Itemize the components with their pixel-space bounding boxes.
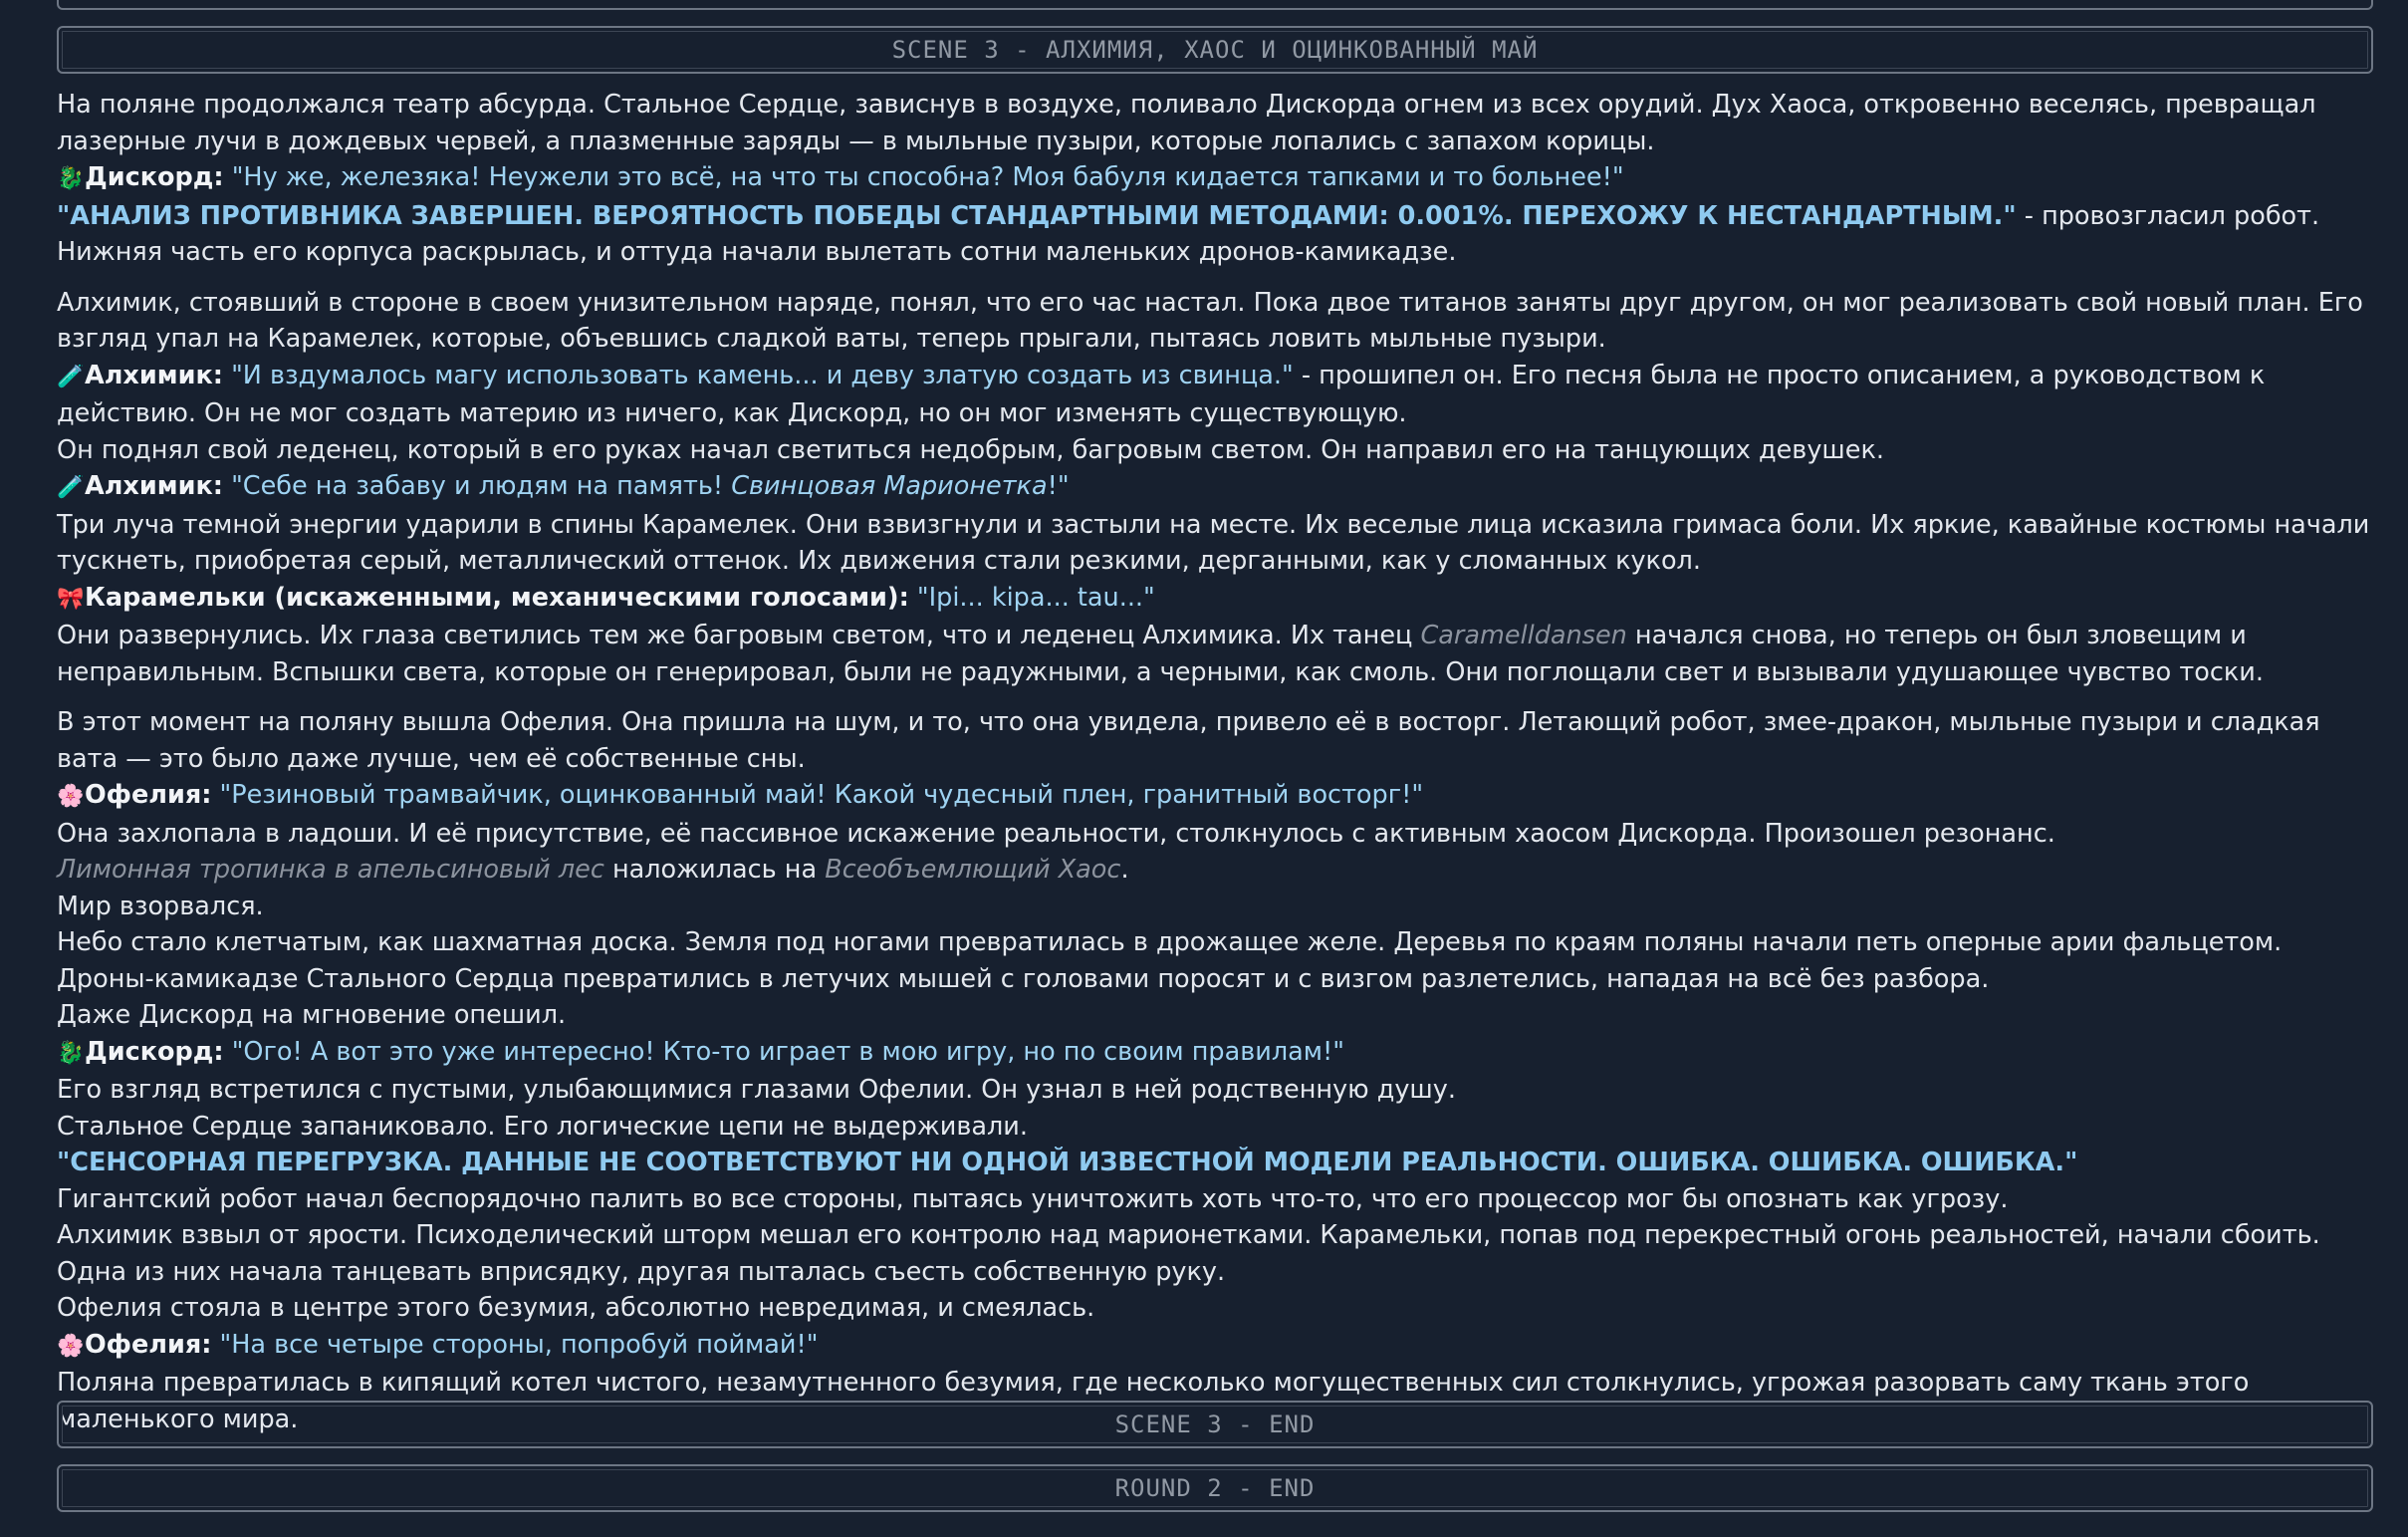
dialogue-line — [57, 1034, 2377, 1073]
speaker-name: Алхимик: — [85, 360, 223, 390]
narration: Он поднял свой леденец, который в его руках начал светиться недобрым, багровым светом. Он направил его на танцующих девушек. — [57, 434, 1884, 465]
narration: Алхимик взвыл от ярости. Психоделический шторм мешал его контролю над марионетками. Карамельки, попав под перекрестный огонь реальностей, начали сбоить. Одна из них начала танцевать вприсядку, другая пыталась съесть собственную руку. — [57, 1220, 2320, 1287]
dragon-icon: 🐉 — [57, 1040, 85, 1066]
narration: Три луча темной энергии ударили в спины Карамелек. Они взвизгнули и застыли на месте. Их веселые лица исказила гримаса боли. Их яркие, кавайные костюмы начали тускнеть, приобретая серый, металлический оттенок. Их движения стали резкими, дерганными, как у сломанных кукол. — [57, 509, 2370, 576]
robot-quote: "СЕНСОРНАЯ ПЕРЕГРУЗКА. ДАННЫЕ НЕ СООТВЕТСТВУЮТ НИ ОДНОЙ ИЗВЕСТНОЙ МОДЕЛИ РЕАЛЬНОСТИ. ОШИБКА. ОШИБКА. ОШИБКА." — [57, 1148, 2078, 1177]
narration: - провозгласил робот. Нижняя часть его корпуса раскрылась, и оттуда начали вылетать сотни маленьких дронов-камикадзе. — [57, 200, 2320, 267]
dialogue-quote: "Резиновый трамвайчик, оцинкованный май! Какой чудесный плен, гранитный восторг!" — [219, 780, 1424, 810]
potion-icon: 🧪 — [57, 475, 85, 500]
quote-part: "Себе на забаву и людям на память! — [231, 471, 732, 501]
narration: Стальное Сердце запаниковало. Его логические цепи не выдерживали. — [57, 1111, 1028, 1142]
dragon-icon: 🐉 — [57, 166, 85, 191]
dialogue-quote: "Ого! А вот это уже интересно! Кто-то играет в мою игру, но по своим правилам!" — [231, 1036, 1344, 1067]
robot-line — [57, 1145, 2377, 1181]
dialogue-quote: "Ipi... kipa... tau..." — [916, 582, 1155, 613]
dialogue-line — [57, 777, 2377, 816]
spell-name: Свинцовая Марионетка — [731, 471, 1048, 501]
text-part: Они развернулись. Их глаза светились тем же багровым светом, что и леденец Алхимика. Их танец — [57, 621, 1421, 650]
narration — [57, 852, 2377, 889]
scene-end-label: SCENE 3 - END — [1114, 1410, 1316, 1438]
dialogue-quote: "И вздумалось магу использовать камень... и деву златую создать из свинца." — [231, 360, 1294, 390]
previous-banner-edge — [57, 0, 2373, 10]
dance-name: Caramelldansen — [1420, 621, 1627, 650]
story-text — [57, 87, 2377, 1437]
narration: Небо стало клетчатым, как шахматная доска. Земля под ногами превратилась в дрожащее желе. Деревья по краям поляны начали петь оперные арии фальцетом. Дроны-камикадзе Стального Сердца превратились в летучих мышей с головами поросят и с визгом разлетелись, нападая на всё без разбора. — [57, 927, 2283, 994]
narration: - прошипел он. Его песня была не просто описанием, а руководством к действию. Он не мог создать материю из ничего, как Дискорд, но он мог изменять существующую. — [57, 360, 2266, 428]
blossom-icon: 🌸 — [57, 784, 85, 809]
dialogue-line — [57, 468, 2377, 507]
speaker-name: Дискорд: — [85, 162, 224, 192]
narration: Даже Дискорд на мгновение опешил. — [57, 1000, 567, 1030]
dialogue-quote: "На все четыре стороны, попробуй поймай!" — [219, 1329, 819, 1360]
narration — [57, 618, 2377, 690]
narration: Офелия стояла в центре этого безумия, абсолютно невредимая, и смеялась. — [57, 1293, 1095, 1323]
narration: Гигантский робот начал беспорядочно палить во все стороны, пытаясь уничтожить хоть что-то, что его процессор мог бы опознать как угрозу. — [57, 1183, 2009, 1214]
scene-start-banner — [57, 26, 2373, 74]
dialogue-line — [57, 159, 2377, 198]
speaker-name: Дискорд: — [85, 1036, 224, 1067]
narration: На поляне продолжался театр абсурда. Стальное Сердце, зависнув в воздухе, поливало Дискорда огнем из всех орудий. Дух Хаоса, откровенно веселясь, превращал лазерные лучи в дождевых червей, а плазменные заряды — в мыльные пузыри, которые лопались с запахом корицы. — [57, 90, 2316, 156]
blossom-icon: 🌸 — [57, 1333, 85, 1359]
speaker-name: Карамельки (искаженными, механическими голосами): — [85, 582, 909, 613]
narration: Алхимик, стоявший в стороне в своем унизительном наряде, понял, что его час настал. Пока двое титанов заняты друг другом, он мог реализовать свой новый план. Его взгляд упал на Карамелек, которые, объевшись сладкой ваты, теперь прыгали, пытаясь ловить мыльные пузыри. — [57, 287, 2363, 354]
speaker-name: Офелия: — [85, 780, 212, 810]
narration: В этот момент на поляну вышла Офелия. Она пришла на шум, и то, что она увидела, привело её в восторг. Летающий робот, змее-дракон, мыльные пузыри и сладкая вата — это было даже лучше, чем её собственные сны. — [57, 707, 2320, 774]
dialogue-line — [57, 580, 2377, 619]
round-end-banner — [57, 1464, 2373, 1512]
ability-name: Всеобъемлющий Хаос — [825, 855, 1121, 885]
robot-line — [57, 198, 2377, 271]
speaker-name: Алхимик: — [85, 471, 223, 501]
round-end-label: ROUND 2 - END — [1114, 1474, 1316, 1502]
scene-end-banner — [57, 1401, 2373, 1448]
dialogue-line — [57, 358, 2377, 432]
narration: Поляна превратилась в кипящий котел чистого, незамутненного безумия, где несколько могущественных сил столкнулись, угрожая разорвать саму ткань этого маленького мира. — [57, 1368, 2250, 1434]
speaker-name: Офелия: — [85, 1329, 212, 1360]
dialogue-quote — [231, 471, 1069, 501]
ability-name: Лимонная тропинка в апельсиновый лес — [57, 855, 604, 885]
text-part: . — [1120, 855, 1129, 885]
ribbon-icon: 🎀 — [57, 586, 85, 612]
text-part: наложилась на — [603, 855, 826, 885]
narration: Мир взорвался. — [57, 891, 264, 921]
narration: Она захлопала в ладоши. И её присутствие, её пассивное искажение реальности, столкнулось с активным хаосом Дискорда. Произошел резонанс. — [57, 818, 2055, 849]
potion-icon: 🧪 — [57, 364, 85, 389]
robot-quote: "АНАЛИЗ ПРОТИВНИКА ЗАВЕРШЕН. ВЕРОЯТНОСТЬ ПОБЕДЫ СТАНДАРТНЫМИ МЕТОДАМИ: 0.001%. ПЕРЕХОЖУ К НЕСТАНДАРТНЫМ." — [57, 200, 2017, 231]
narration: Его взгляд встретился с пустыми, улыбающимися глазами Офелии. Он узнал в ней родственную душу. — [57, 1075, 1456, 1105]
scene-start-label: SCENE 3 - АЛХИМИЯ, ХАОС И ОЦИНКОВАННЫЙ МАЙ — [891, 36, 1539, 64]
dialogue-line — [57, 1327, 2377, 1366]
dialogue-quote: "Ну же, железяка! Неужели это всё, на что ты способна? Моя бабуля кидается тапками и то больнее!" — [231, 162, 1624, 192]
quote-part: !" — [1047, 471, 1070, 501]
text-part: начался снова, но теперь он был зловещим и неправильным. Вспышки света, которые он генерировал, были не радужными, а черными, как смоль. Они поглощали свет и вызывали удушающее чувство тоски. — [57, 621, 2264, 687]
